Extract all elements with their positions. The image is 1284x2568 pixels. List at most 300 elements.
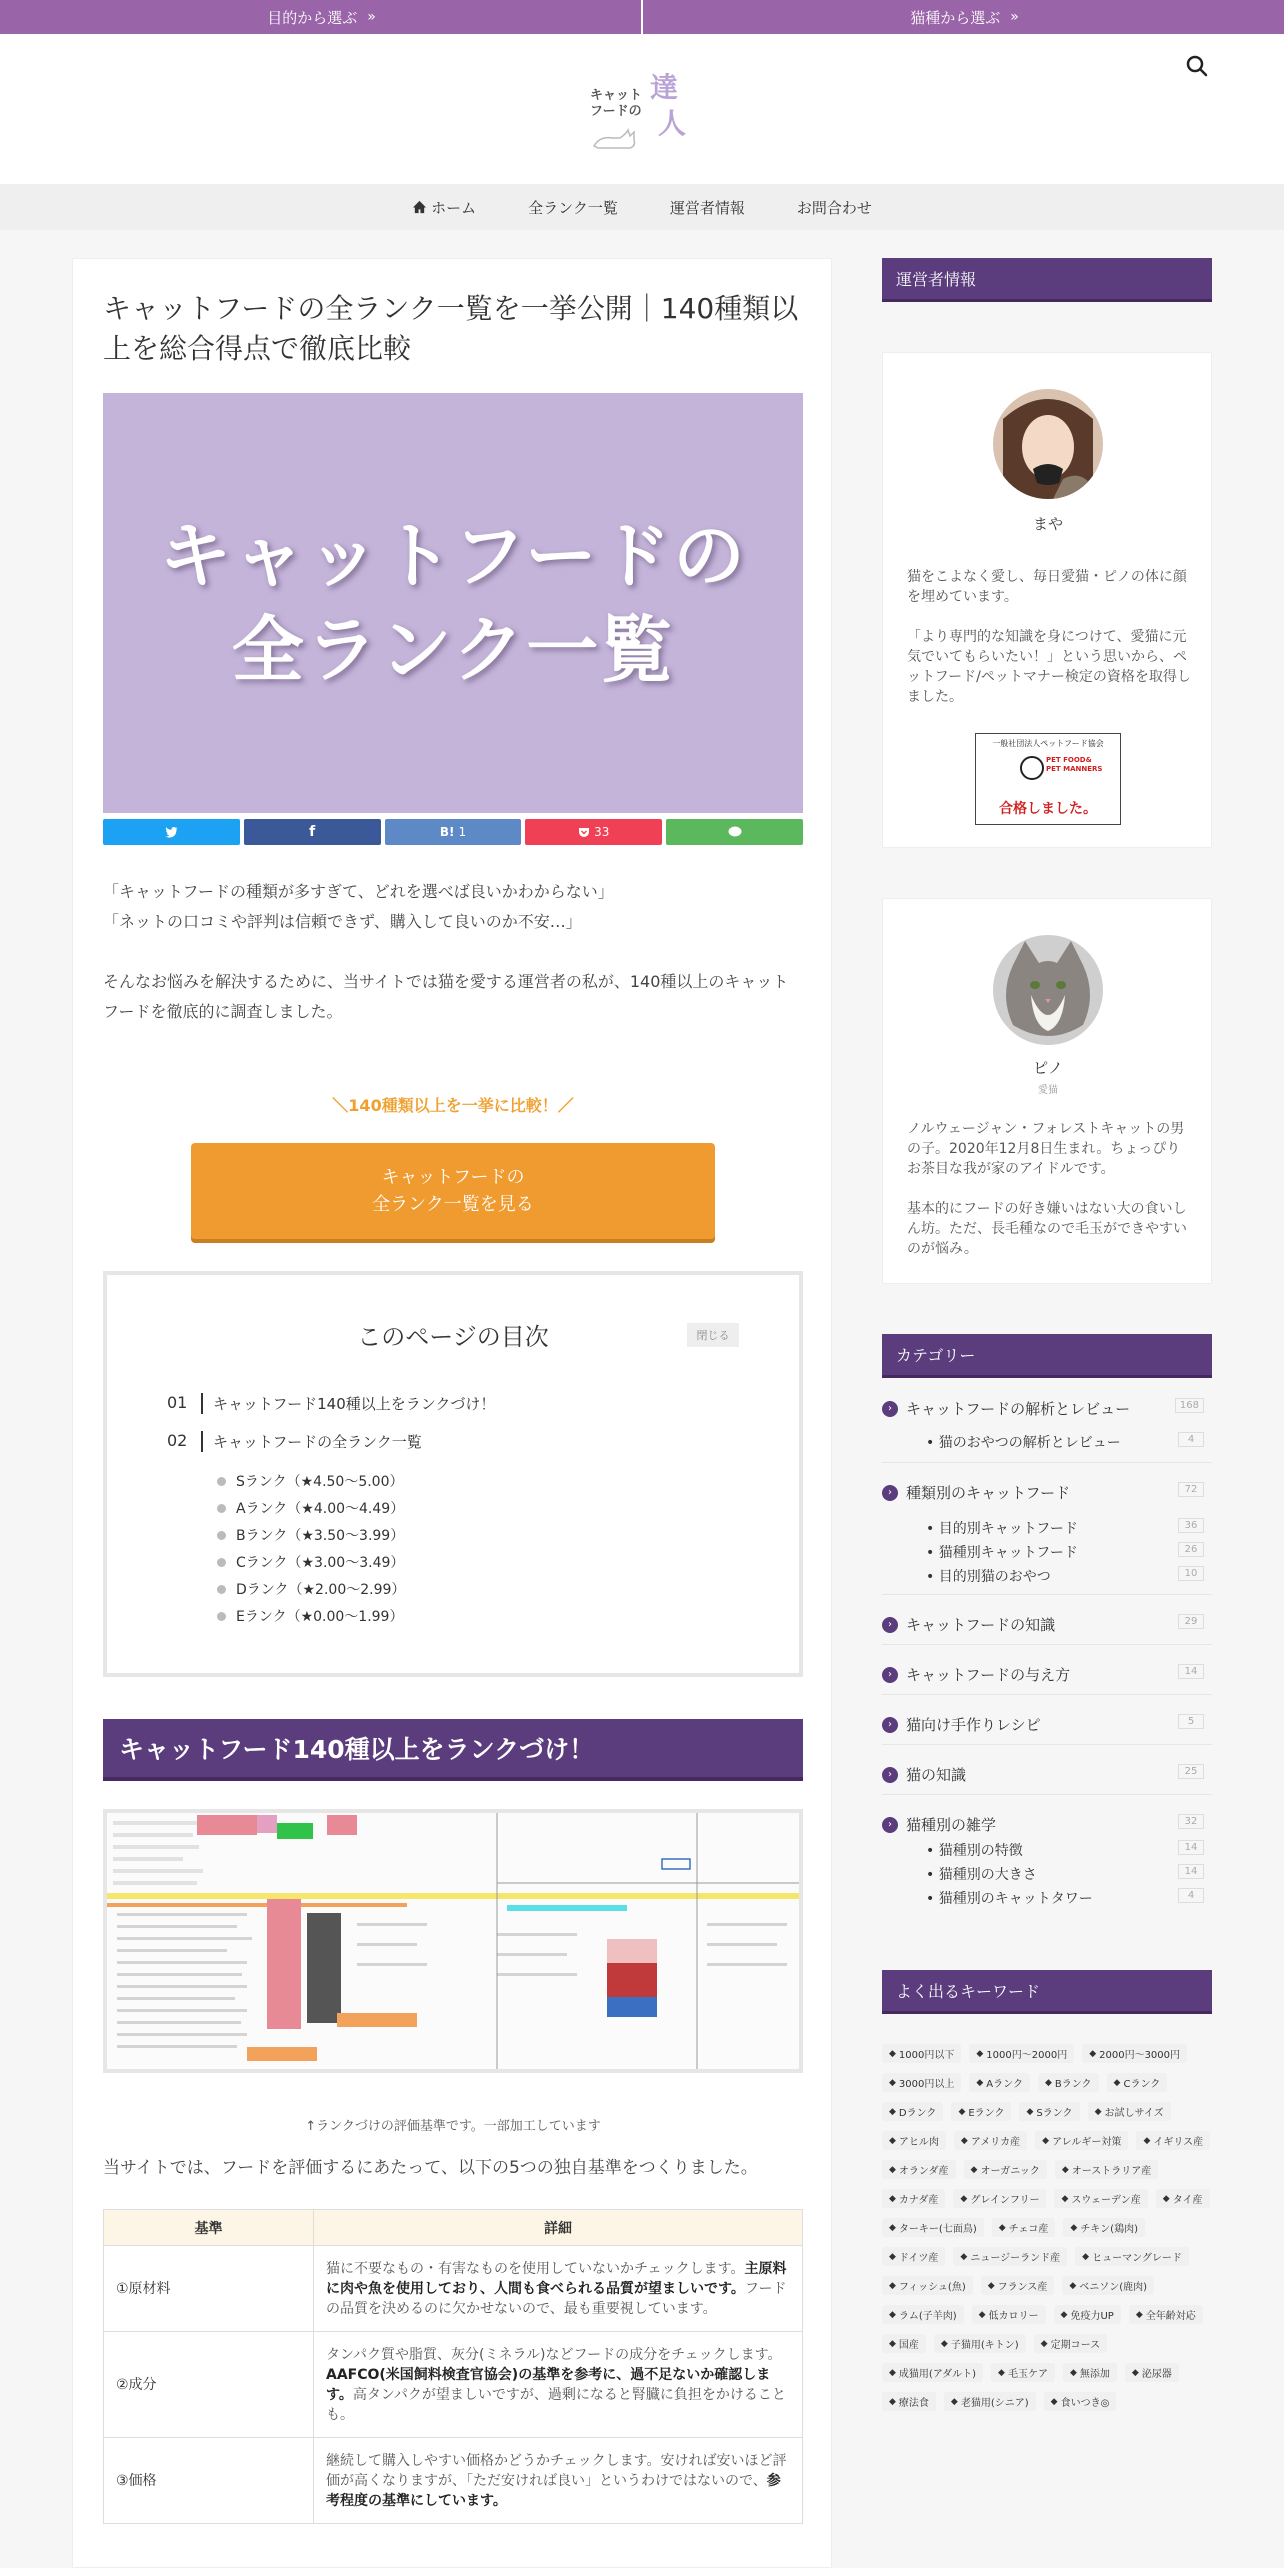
category-count: 26 bbox=[1178, 1542, 1204, 1557]
bullet-icon bbox=[217, 1477, 226, 1486]
chevron-right-icon: › bbox=[882, 1617, 898, 1633]
keyword-tag-label: 3000円以上 bbox=[898, 2079, 955, 2090]
logo-small-line-2: フードの bbox=[590, 104, 642, 119]
badge-mid-text bbox=[1046, 756, 1102, 774]
toc-item-number: 02 bbox=[167, 1431, 203, 1452]
keyword-tag[interactable] bbox=[1035, 2131, 1128, 2150]
toc-sub-item[interactable] bbox=[217, 1552, 404, 1572]
table-row bbox=[104, 2246, 803, 2332]
home-icon bbox=[412, 200, 427, 214]
nav-item-home[interactable] bbox=[386, 197, 502, 218]
keyword-tag[interactable] bbox=[1044, 2392, 1117, 2411]
detail-text: 猫に不要なもの・有害なものを使用していないかチェックします。 bbox=[326, 2260, 745, 2277]
table-header: 基準 bbox=[104, 2210, 314, 2246]
tag-icon: ◆ bbox=[1143, 2135, 1151, 2146]
detail-text: フードの品質を決めるのに欠かせないので、最も重要視しています。 bbox=[326, 2280, 787, 2317]
logo-small-line-1: キャット bbox=[590, 88, 643, 103]
tag-icon: ◆ bbox=[1089, 2048, 1097, 2059]
toc-sub-label: Dランク（★2.00〜2.99） bbox=[236, 1582, 406, 1598]
nav-label-contact: お問合わせ bbox=[796, 198, 872, 217]
table-header-row bbox=[104, 2210, 803, 2246]
keyword-tag-label: ヒューマングレード bbox=[1092, 2253, 1182, 2264]
tag-icon: ◆ bbox=[1069, 2280, 1077, 2291]
double-chevron-right-icon: » bbox=[1010, 9, 1017, 25]
logo-big-text bbox=[650, 70, 686, 142]
choose-by-purpose-link[interactable] bbox=[0, 0, 641, 34]
tag-icon: ◆ bbox=[998, 2222, 1006, 2233]
keyword-tag[interactable] bbox=[882, 2334, 926, 2353]
keyword-tag[interactable] bbox=[1125, 2363, 1179, 2382]
criterion-detail bbox=[314, 2246, 803, 2332]
article bbox=[72, 258, 832, 2568]
toc-close-button[interactable]: 閉じる bbox=[687, 1323, 739, 1347]
keyword-tag-label: Cランク bbox=[1123, 2079, 1161, 2090]
category-item[interactable] bbox=[882, 1764, 1212, 1785]
tag-icon: ◆ bbox=[889, 2396, 896, 2407]
keyword-tag[interactable] bbox=[934, 2334, 1026, 2353]
nav-item-operator[interactable] bbox=[644, 197, 771, 218]
cat-role: 愛猫 bbox=[1038, 1085, 1058, 1096]
category-count: 4 bbox=[1178, 1888, 1204, 1903]
owner-name: まや bbox=[1032, 515, 1063, 533]
keyword-tag[interactable] bbox=[991, 2363, 1055, 2382]
tag-icon: ◆ bbox=[889, 2048, 896, 2059]
category-item[interactable] bbox=[882, 1814, 1212, 1835]
toc-item[interactable] bbox=[167, 1393, 495, 1414]
ranking-spreadsheet-image bbox=[103, 1809, 803, 2073]
keyword-tag-label: 老猫用(シニア) bbox=[960, 2398, 1029, 2409]
sidebar-heading-category: カテゴリー bbox=[882, 1334, 1212, 1378]
site-logo[interactable] bbox=[590, 70, 694, 150]
dog-face-icon bbox=[1020, 756, 1044, 780]
divider bbox=[882, 1694, 1212, 1695]
keyword-tag[interactable] bbox=[1088, 2102, 1171, 2121]
criterion-name: ①原材料 bbox=[104, 2246, 314, 2332]
page-title: キャットフードの全ランク一覧を一挙公開｜140種類以上を総合得点で徹底比較 bbox=[103, 292, 799, 365]
criterion-name: ②成分 bbox=[104, 2332, 314, 2438]
subcategory-label: • 猫種別の大きさ bbox=[926, 1867, 1037, 1883]
toc-item-label: キャットフードの全ランク一覧 bbox=[213, 1433, 422, 1451]
pocket-count: 33 bbox=[594, 825, 610, 839]
tag-icon: ◆ bbox=[1131, 2367, 1139, 2378]
share-facebook-button[interactable] bbox=[244, 819, 381, 845]
keyword-tag-label: 定期コース bbox=[1050, 2340, 1101, 2351]
share-hatena-button[interactable] bbox=[385, 819, 522, 845]
subcategory-text: 目的別キャットフード bbox=[938, 1521, 1078, 1537]
keyword-tag[interactable] bbox=[882, 2276, 973, 2295]
subcategory-text: 猫種別の特徴 bbox=[938, 1843, 1023, 1859]
keyword-tag-cloud bbox=[882, 2044, 1212, 2411]
cta-line-1: キャットフードの bbox=[381, 1167, 525, 1188]
category-link[interactable] bbox=[882, 1814, 1212, 1835]
category-label: キャットフードの与え方 bbox=[906, 1666, 1071, 1684]
detail-bold: 参考程度の基準にしています。 bbox=[326, 2472, 781, 2509]
toc-sub-label: Bランク（★3.50〜3.99） bbox=[236, 1528, 405, 1544]
category-count: 5 bbox=[1178, 1714, 1204, 1729]
keyword-tag[interactable] bbox=[882, 2102, 943, 2121]
subcategory-label: • 猫種別キャットフード bbox=[926, 1545, 1078, 1561]
keyword-tag[interactable] bbox=[951, 2102, 1011, 2121]
keyword-tag[interactable] bbox=[1055, 2160, 1158, 2179]
choose-by-breed-link[interactable] bbox=[641, 0, 1284, 34]
category-count: 29 bbox=[1178, 1614, 1204, 1629]
chevron-right-icon: › bbox=[882, 1667, 898, 1683]
badge-top-text: 一般社団法人ペットフード協会 bbox=[992, 739, 1104, 748]
detail-text: 継続して購入しやすい価格かどうかチェックします。安ければ安いほど評価が高くなりますが、「ただ安ければ良い」というわけではないので、 bbox=[326, 2452, 787, 2489]
tag-icon: ◆ bbox=[1061, 2164, 1069, 2175]
criteria-intro: 当サイトでは、フードを評価するにあたって、以下の5つの独自基準をつくりました。 bbox=[103, 2158, 758, 2178]
tag-icon: ◆ bbox=[1094, 2106, 1102, 2117]
keyword-tag[interactable] bbox=[944, 2392, 1036, 2411]
cat-profile-card bbox=[882, 898, 1212, 1284]
category-label: 猫向け手作りレシピ bbox=[906, 1716, 1041, 1734]
tag-icon: ◆ bbox=[987, 2280, 995, 2291]
keyword-tag-label: ベニソン(鹿肉) bbox=[1079, 2282, 1148, 2293]
keyword-tag-label: グレインフリー bbox=[970, 2195, 1040, 2206]
keyword-tag-label: アレルギー対策 bbox=[1052, 2137, 1122, 2148]
chevron-right-icon: › bbox=[882, 1485, 898, 1501]
keyword-tag[interactable] bbox=[1075, 2247, 1189, 2266]
nav-item-all-ranks[interactable] bbox=[502, 197, 644, 218]
category-label: キャットフードの知識 bbox=[906, 1616, 1056, 1634]
tag-icon: ◆ bbox=[1082, 2251, 1090, 2262]
tag-icon: ◆ bbox=[889, 2135, 896, 2146]
keyword-tag[interactable] bbox=[964, 2160, 1047, 2179]
cat-name: ピノ bbox=[1033, 1059, 1063, 1077]
badge-mid-line-2: PET MANNERS bbox=[1046, 765, 1103, 773]
keyword-tag[interactable] bbox=[882, 2247, 945, 2266]
cta-caption: ＼140種類以上を一挙に比較！／ bbox=[332, 1096, 574, 1115]
keyword-tag-label: カナダ産 bbox=[898, 2195, 939, 2206]
pocket-icon bbox=[578, 827, 590, 838]
keyword-tag[interactable] bbox=[882, 2073, 961, 2092]
table-of-contents bbox=[103, 1271, 803, 1677]
keyword-tag-label: 泌尿器 bbox=[1141, 2369, 1172, 2380]
tag-icon: ◆ bbox=[889, 2309, 896, 2320]
keyword-tag-label: 2000円〜3000円 bbox=[1099, 2050, 1181, 2061]
keyword-tag-label: 無添加 bbox=[1079, 2369, 1110, 2380]
keyword-tag[interactable] bbox=[1063, 2218, 1145, 2237]
category-link[interactable] bbox=[882, 1398, 1212, 1419]
section-heading: キャットフード140種以上をランクづけ！ bbox=[103, 1719, 803, 1781]
tag-icon: ◆ bbox=[889, 2106, 896, 2117]
keyword-tag[interactable] bbox=[1054, 2189, 1147, 2208]
twitter-icon bbox=[165, 827, 178, 838]
subcategory-text: 猫種別キャットフード bbox=[938, 1545, 1078, 1561]
share-line-button[interactable] bbox=[666, 819, 803, 845]
keyword-tag-label: アメリカ産 bbox=[970, 2137, 1021, 2148]
divider bbox=[882, 1594, 1212, 1595]
tag-icon: ◆ bbox=[1162, 2193, 1170, 2204]
keyword-tag[interactable] bbox=[981, 2276, 1055, 2295]
category-item[interactable] bbox=[882, 1714, 1212, 1735]
keyword-tag-label: オーストラリア産 bbox=[1071, 2166, 1152, 2177]
double-chevron-right-icon: » bbox=[367, 9, 374, 25]
toc-sub-item[interactable] bbox=[217, 1498, 404, 1518]
keyword-tag-label: Bランク bbox=[1054, 2079, 1092, 2090]
criterion-detail bbox=[314, 2332, 803, 2438]
owner-avatar bbox=[993, 389, 1103, 499]
subcategory-label: • 猫のおやつの解析とレビュー bbox=[926, 1435, 1121, 1451]
subcategory-label: • 猫種別の特徴 bbox=[926, 1843, 1023, 1859]
keyword-tag[interactable] bbox=[882, 2189, 945, 2208]
subcategory-label: • 目的別キャットフード bbox=[926, 1521, 1078, 1537]
divider bbox=[882, 1744, 1212, 1745]
detail-text: 高タンパクが望ましいですが、過剰になると腎臓に負担をかけることも。 bbox=[326, 2386, 786, 2423]
tag-icon: ◆ bbox=[889, 2251, 896, 2262]
category-count: 14 bbox=[1178, 1664, 1204, 1679]
keyword-tag[interactable] bbox=[1034, 2334, 1107, 2353]
category-label: キャットフードの解析とレビュー bbox=[906, 1400, 1131, 1418]
keyword-tag-label: タイ産 bbox=[1172, 2195, 1203, 2206]
category-count: 4 bbox=[1178, 1432, 1204, 1447]
tag-icon: ◆ bbox=[889, 2280, 896, 2291]
category-link[interactable] bbox=[882, 1482, 1212, 1503]
cat-avatar bbox=[993, 935, 1103, 1045]
tag-icon: ◆ bbox=[1042, 2135, 1050, 2146]
keyword-tag-label: 国産 bbox=[898, 2340, 919, 2351]
sidebar-heading-operator: 運営者情報 bbox=[882, 258, 1212, 302]
intro-quote-1: 「キャットフードの種類が多すぎて、どれを選べば良いかわからない」 bbox=[103, 882, 614, 901]
toc-item[interactable] bbox=[167, 1431, 422, 1452]
intro-paragraph: そんなお悩みを解決するために、当サイトでは猫を愛する運営者の私が、140種以上のキャットフードを徹底的に調査しました。 bbox=[103, 972, 789, 1021]
keyword-tag-label: 療法食 bbox=[898, 2398, 929, 2409]
category-label: 猫種別の雑学 bbox=[906, 1816, 997, 1834]
category-item[interactable] bbox=[882, 1614, 1212, 1635]
hero-line-1: キャットフードの bbox=[159, 514, 747, 598]
category-item[interactable] bbox=[882, 1664, 1212, 1685]
keyword-tag-label: Dランク bbox=[898, 2108, 937, 2119]
keyword-tag[interactable] bbox=[1107, 2073, 1168, 2092]
toc-sub-item[interactable] bbox=[217, 1579, 405, 1599]
keyword-tag[interactable] bbox=[969, 2073, 1030, 2092]
hatena-icon: B! bbox=[439, 825, 455, 839]
subcategory-text: 猫種別のキャットタワー bbox=[938, 1891, 1093, 1907]
keyword-tag[interactable] bbox=[1019, 2102, 1079, 2121]
keyword-tag-label: 毛玉ケア bbox=[1007, 2369, 1048, 2380]
keyword-tag[interactable] bbox=[882, 2305, 964, 2324]
criterion-name: ③価格 bbox=[104, 2438, 314, 2524]
keyword-tag[interactable] bbox=[972, 2305, 1046, 2324]
toc-sub-item[interactable] bbox=[217, 1606, 403, 1626]
chevron-right-icon: › bbox=[882, 1817, 898, 1833]
keyword-tag-label: Sランク bbox=[1036, 2108, 1073, 2119]
share-pocket-button[interactable] bbox=[525, 819, 662, 845]
divider bbox=[882, 1462, 1212, 1463]
tag-icon: ◆ bbox=[1113, 2077, 1121, 2088]
keyword-tag-label: 成猫用(アダルト) bbox=[898, 2369, 977, 2380]
category-item[interactable] bbox=[882, 1398, 1212, 1419]
logo-big-line-1: 達 bbox=[650, 71, 679, 104]
tag-icon: ◆ bbox=[889, 2367, 896, 2378]
view-all-ranks-button[interactable] bbox=[191, 1143, 715, 1239]
badge-mid-line-1: PET FOOD& bbox=[1046, 756, 1092, 764]
toc-sub-label: Aランク（★4.00〜4.49） bbox=[236, 1501, 405, 1517]
keyword-tag[interactable] bbox=[882, 2160, 956, 2179]
keyword-tag[interactable] bbox=[1156, 2189, 1210, 2208]
category-count: 72 bbox=[1178, 1482, 1204, 1497]
criterion-detail bbox=[314, 2438, 803, 2524]
keyword-tag[interactable] bbox=[969, 2044, 1074, 2063]
tag-icon: ◆ bbox=[1050, 2396, 1058, 2407]
nav-label-all-ranks: 全ランク一覧 bbox=[528, 198, 618, 217]
tag-icon: ◆ bbox=[970, 2164, 978, 2175]
tag-icon: ◆ bbox=[960, 2251, 968, 2262]
keyword-tag[interactable] bbox=[953, 2247, 1067, 2266]
tag-icon: ◆ bbox=[950, 2396, 958, 2407]
tag-icon: ◆ bbox=[1070, 2222, 1078, 2233]
subcategory-text: 猫のおやつの解析とレビュー bbox=[938, 1435, 1121, 1451]
keyword-tag[interactable] bbox=[882, 2363, 983, 2382]
tag-icon: ◆ bbox=[976, 2048, 984, 2059]
tag-icon: ◆ bbox=[889, 2164, 896, 2175]
category-count: 14 bbox=[1178, 1864, 1204, 1879]
keyword-tag[interactable] bbox=[953, 2189, 1046, 2208]
site-header bbox=[0, 34, 1284, 184]
bullet-icon bbox=[217, 1531, 226, 1540]
choose-by-purpose-label: 目的から選ぶ bbox=[267, 8, 358, 27]
category-item[interactable] bbox=[882, 1482, 1212, 1503]
tag-icon: ◆ bbox=[960, 2135, 968, 2146]
keyword-tag[interactable] bbox=[882, 2044, 961, 2063]
keyword-tag[interactable] bbox=[1054, 2305, 1121, 2324]
category-link[interactable] bbox=[882, 1664, 1212, 1685]
table-row bbox=[104, 2438, 803, 2524]
keyword-tag-label: ニュージーランド産 bbox=[970, 2253, 1061, 2264]
keyword-tag-label: アヒル肉 bbox=[898, 2137, 939, 2148]
tag-icon: ◆ bbox=[998, 2367, 1005, 2378]
category-count: 32 bbox=[1178, 1814, 1204, 1829]
toc-sub-label: Eランク（★0.00〜1.99） bbox=[236, 1609, 404, 1625]
choose-by-breed-label: 猫種から選ぶ bbox=[910, 8, 1001, 27]
keyword-tag[interactable] bbox=[882, 2392, 936, 2411]
category-link[interactable] bbox=[882, 1714, 1212, 1735]
table-header: 詳細 bbox=[314, 2210, 803, 2246]
keyword-tag[interactable] bbox=[882, 2218, 984, 2237]
tag-icon: ◆ bbox=[1026, 2106, 1034, 2117]
tag-icon: ◆ bbox=[1040, 2338, 1048, 2349]
logo-small-text bbox=[590, 88, 642, 120]
keyword-tag-label: チキン(鶏肉) bbox=[1080, 2224, 1138, 2235]
cat-bio-2: 基本的にフードの好き嫌いはない大の食いしん坊。ただ、長毛種なので毛玉ができやすいのが悩み。 bbox=[907, 1201, 1187, 1257]
detail-bold: 主原料に肉や魚を使用しており、人間も食べられる品質が望ましいです。 bbox=[326, 2260, 787, 2297]
toc-sub-item[interactable] bbox=[217, 1525, 404, 1545]
keyword-tag-label: ドイツ産 bbox=[898, 2253, 939, 2264]
intro-quote-2: 「ネットの口コミや評判は信頼できず、購入して良いのか不安…」 bbox=[103, 912, 582, 931]
search-icon[interactable] bbox=[1185, 54, 1209, 78]
keyword-tag-label: 食いつき◎ bbox=[1060, 2398, 1110, 2409]
toc-item-label: キャットフード140種以上をランクづけ！ bbox=[213, 1395, 496, 1413]
tag-icon: ◆ bbox=[976, 2077, 984, 2088]
badge-bottom-text: 合格しました。 bbox=[999, 801, 1097, 817]
keyword-tag-label: お試しサイズ bbox=[1104, 2108, 1164, 2119]
category-count: 25 bbox=[1178, 1764, 1204, 1779]
bullet-icon bbox=[217, 1504, 226, 1513]
owner-bio-2: 「より専門的な知識を身につけて、愛猫に元気でいてもらいたい！」という思いから、ペットフード/ペットマナー検定の資格を取得しました。 bbox=[907, 629, 1191, 705]
keyword-tag-label: オランダ産 bbox=[898, 2166, 949, 2177]
keyword-tag[interactable] bbox=[1063, 2363, 1117, 2382]
image-caption: ↑ランクづけの評価基準です。一部加工しています bbox=[305, 2119, 601, 2134]
keyword-tag-label: フランス産 bbox=[997, 2282, 1048, 2293]
detail-text: タンパク質や脂質、灰分(ミネラル)などフードの成分をチェックします。 bbox=[326, 2346, 782, 2363]
detail-bold: AAFCO(米国飼料検査官協会)の基準を参考に、過不足ないか確認します。 bbox=[326, 2366, 771, 2403]
tag-icon: ◆ bbox=[1061, 2193, 1069, 2204]
category-link[interactable] bbox=[882, 1764, 1212, 1785]
share-twitter-button[interactable] bbox=[103, 819, 240, 845]
nav-item-contact[interactable] bbox=[771, 197, 898, 218]
tag-icon: ◆ bbox=[889, 2222, 896, 2233]
tag-icon: ◆ bbox=[889, 2193, 896, 2204]
category-link[interactable] bbox=[882, 1614, 1212, 1635]
top-bar bbox=[0, 0, 1284, 34]
keyword-tag-label: イギリス産 bbox=[1153, 2137, 1204, 2148]
cat-silhouette-icon bbox=[590, 128, 650, 150]
divider bbox=[882, 1644, 1212, 1645]
category-label: 種類別のキャットフード bbox=[906, 1484, 1071, 1502]
keyword-tag-label: オーガニック bbox=[980, 2166, 1040, 2177]
bullet-icon bbox=[217, 1612, 226, 1621]
keyword-tag-label: フィッシュ(魚) bbox=[898, 2282, 966, 2293]
keyword-tag-label: 1000円〜2000円 bbox=[986, 2050, 1068, 2061]
keyword-tag-label: スウェーデン産 bbox=[1071, 2195, 1141, 2206]
keyword-tag-label: Aランク bbox=[986, 2079, 1023, 2090]
bullet-icon bbox=[217, 1558, 226, 1567]
subcategory-label: • 猫種別のキャットタワー bbox=[926, 1891, 1093, 1907]
table-row bbox=[104, 2332, 803, 2438]
keyword-tag-label: 免疫力UP bbox=[1070, 2311, 1114, 2322]
category-count: 36 bbox=[1178, 1518, 1204, 1533]
keyword-tag-label: ターキー(七面鳥) bbox=[898, 2224, 977, 2235]
toc-sub-item[interactable] bbox=[217, 1471, 404, 1491]
keyword-tag-label: 低カロリー bbox=[988, 2311, 1039, 2322]
tag-icon: ◆ bbox=[960, 2193, 968, 2204]
tag-icon: ◆ bbox=[958, 2106, 966, 2117]
category-count: 14 bbox=[1178, 1840, 1204, 1855]
tag-icon: ◆ bbox=[1135, 2309, 1143, 2320]
keyword-tag[interactable] bbox=[1129, 2305, 1203, 2324]
hero-line-2: 全ランク一覧 bbox=[231, 608, 675, 692]
tag-icon: ◆ bbox=[978, 2309, 986, 2320]
tag-icon: ◆ bbox=[889, 2077, 896, 2088]
chevron-right-icon: › bbox=[882, 1717, 898, 1733]
keyword-tag[interactable] bbox=[1062, 2276, 1154, 2295]
tag-icon: ◆ bbox=[1069, 2367, 1077, 2378]
toc-title: このページの目次 bbox=[357, 1323, 549, 1351]
keyword-tag[interactable] bbox=[992, 2218, 1056, 2237]
nav-label-home: ホーム bbox=[431, 198, 477, 217]
keyword-tag[interactable] bbox=[1038, 2073, 1099, 2092]
keyword-tag-label: 全年齢対応 bbox=[1145, 2311, 1196, 2322]
keyword-tag-label: ラム(子羊肉) bbox=[898, 2311, 957, 2322]
logo-big-line-2: 人 bbox=[658, 107, 687, 140]
subcategory-text: 猫種別の大きさ bbox=[938, 1867, 1037, 1883]
pet-food-certificate-badge bbox=[975, 733, 1121, 825]
hero-image bbox=[103, 393, 803, 813]
keyword-tag-label: チェコ産 bbox=[1008, 2224, 1049, 2235]
keyword-tag[interactable] bbox=[1082, 2044, 1187, 2063]
keyword-tag[interactable] bbox=[954, 2131, 1027, 2150]
chevron-right-icon: › bbox=[882, 1401, 898, 1417]
bullet-icon bbox=[217, 1585, 226, 1594]
toc-sub-label: Sランク（★4.50〜5.00） bbox=[236, 1474, 404, 1490]
toc-item-number: 01 bbox=[167, 1393, 203, 1414]
tag-icon: ◆ bbox=[1060, 2309, 1068, 2320]
cat-bio-1: ノルウェージャン・フォレストキャットの男の子。2020年12月8日生まれ。ちょっぴりお茶目な我が家のアイドルです。 bbox=[907, 1121, 1185, 1177]
keyword-tag[interactable] bbox=[882, 2131, 946, 2150]
global-nav bbox=[0, 184, 1284, 230]
keyword-tag-label: 子猫用(キトン) bbox=[950, 2340, 1019, 2351]
keyword-tag[interactable] bbox=[1136, 2131, 1210, 2150]
